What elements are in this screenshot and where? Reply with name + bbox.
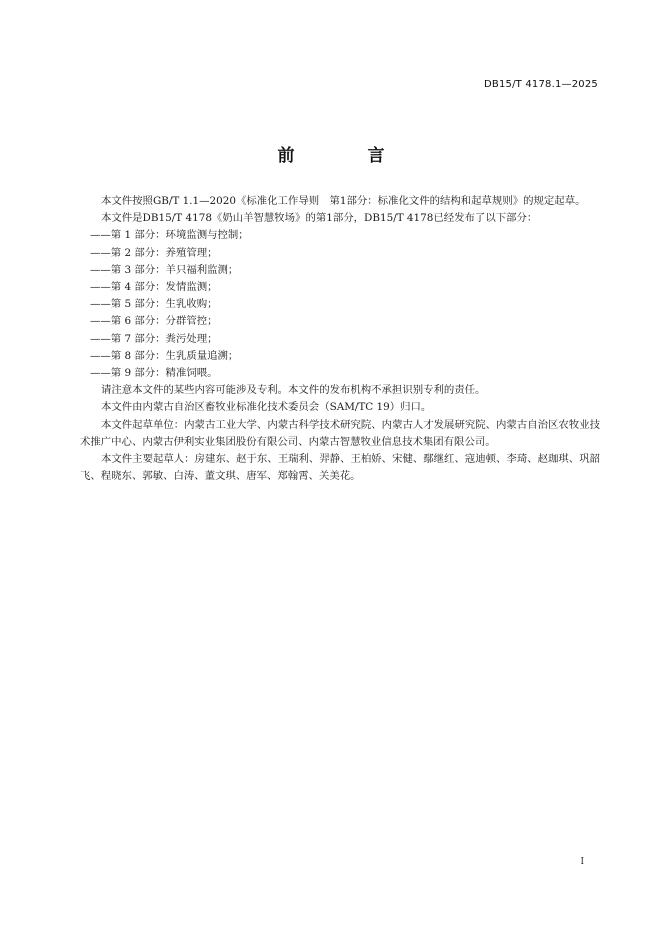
paragraph-jurisdiction: 本文件由内蒙古自治区畜牧业标准化技术委员会（SAM/TC 19）归口。 [101,401,432,414]
page-title: 前 言 [277,146,413,166]
paragraph-drafting-units: 本文件起草单位：内蒙古工业大学、内蒙古科学技术研究院、内蒙古人才发展研究院、内蒙古自治区农牧业技术推广中心、内蒙古伊利实业集团股份有限公司、内蒙古智慧牧业信息技术集团有限公司。 [80,418,600,448]
list-item: ——第 7 部分：粪污处理； [90,332,218,345]
list-item: ——第 6 部分：分群管控； [90,315,218,328]
list-item: ——第 5 部分：生乳收购； [90,298,218,311]
page-number: I [580,857,584,867]
parts-list [80,227,600,382]
list-item: ——第 4 部分：发情监测； [90,281,218,294]
list-item: ——第 8 部分：生乳质量追溯； [90,349,239,362]
document-code: DB15/T 4178.1—2025 [484,79,598,90]
paragraph-series-intro: 本文件是DB15/T 4178《奶山羊智慧牧场》的第1部分，DB15/T 4178已经发布了以下部分： [101,212,538,225]
paragraph-drafters: 本文件主要起草人：房建东、赵于东、王瑞利、羿静、王柏娇、宋健、鄢继红、寇迪顿、李琦、赵珈琪、巩韶飞、程晓东、郭敏、白涛、董文琪、唐军、郑翰霄、关美花。 [80,453,600,483]
paragraph-patent-notice: 请注意本文件的某些内容可能涉及专利。本文件的发布机构不承担识别专利的责任。 [101,384,486,397]
paragraph-drafting-basis: 本文件按照GB/T 1.1—2020《标准化工作导则 第1部分：标准化文件的结构和起草规则》的规定起草。 [101,195,586,207]
foreword-body [80,193,600,485]
list-item: ——第 3 部分：羊只福利监测； [90,263,239,276]
list-item: ——第 1 部分：环境监测与控制； [90,229,249,242]
list-item: ——第 9 部分：精准饲喂。 [90,367,218,380]
list-item: ——第 2 部分：养殖管理； [90,246,218,259]
